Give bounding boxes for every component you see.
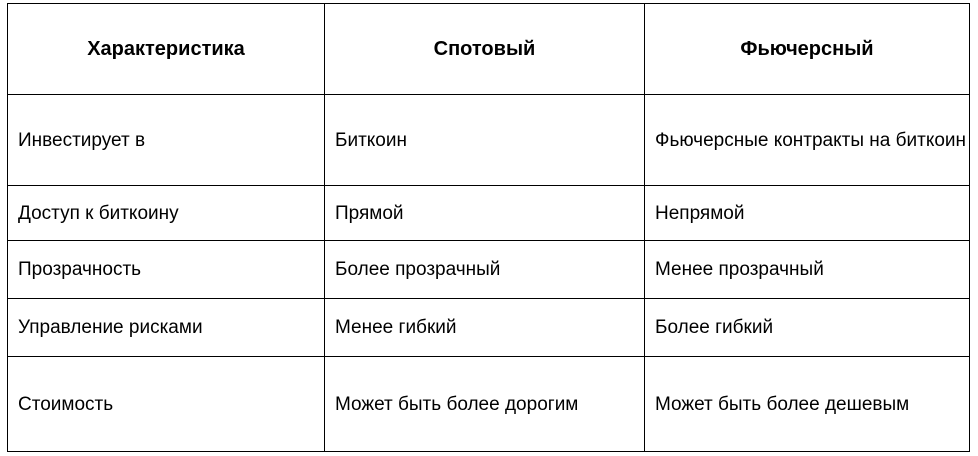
header-characteristic: Характеристика [8,4,325,95]
futures-value-cell: Фьючерсные контракты на биткоин [645,95,970,186]
comparison-table [7,3,970,452]
futures-value-cell: Более гибкий [645,299,970,357]
row-label-cell: Управление рисками [8,299,325,357]
table-row [8,186,970,241]
row-label-cell: Прозрачность [8,241,325,299]
spot-value-cell: Может быть более дорогим [325,357,645,452]
spot-value-cell: Более прозрачный [325,241,645,299]
table-row [8,357,970,452]
spot-value-cell: Прямой [325,186,645,241]
row-label-cell: Инвестирует в [8,95,325,186]
futures-value-cell: Менее прозрачный [645,241,970,299]
row-label-cell: Доступ к биткоину [8,186,325,241]
futures-value-cell: Может быть более дешевым [645,357,970,452]
table-row [8,241,970,299]
spot-value-cell: Биткоин [325,95,645,186]
table-header-row [8,4,970,95]
header-spot: Спотовый [325,4,645,95]
spot-value-cell: Менее гибкий [325,299,645,357]
header-futures: Фьючерсный [645,4,970,95]
table-row [8,95,970,186]
futures-value-cell: Непрямой [645,186,970,241]
row-label-cell: Стоимость [8,357,325,452]
table-row [8,299,970,357]
